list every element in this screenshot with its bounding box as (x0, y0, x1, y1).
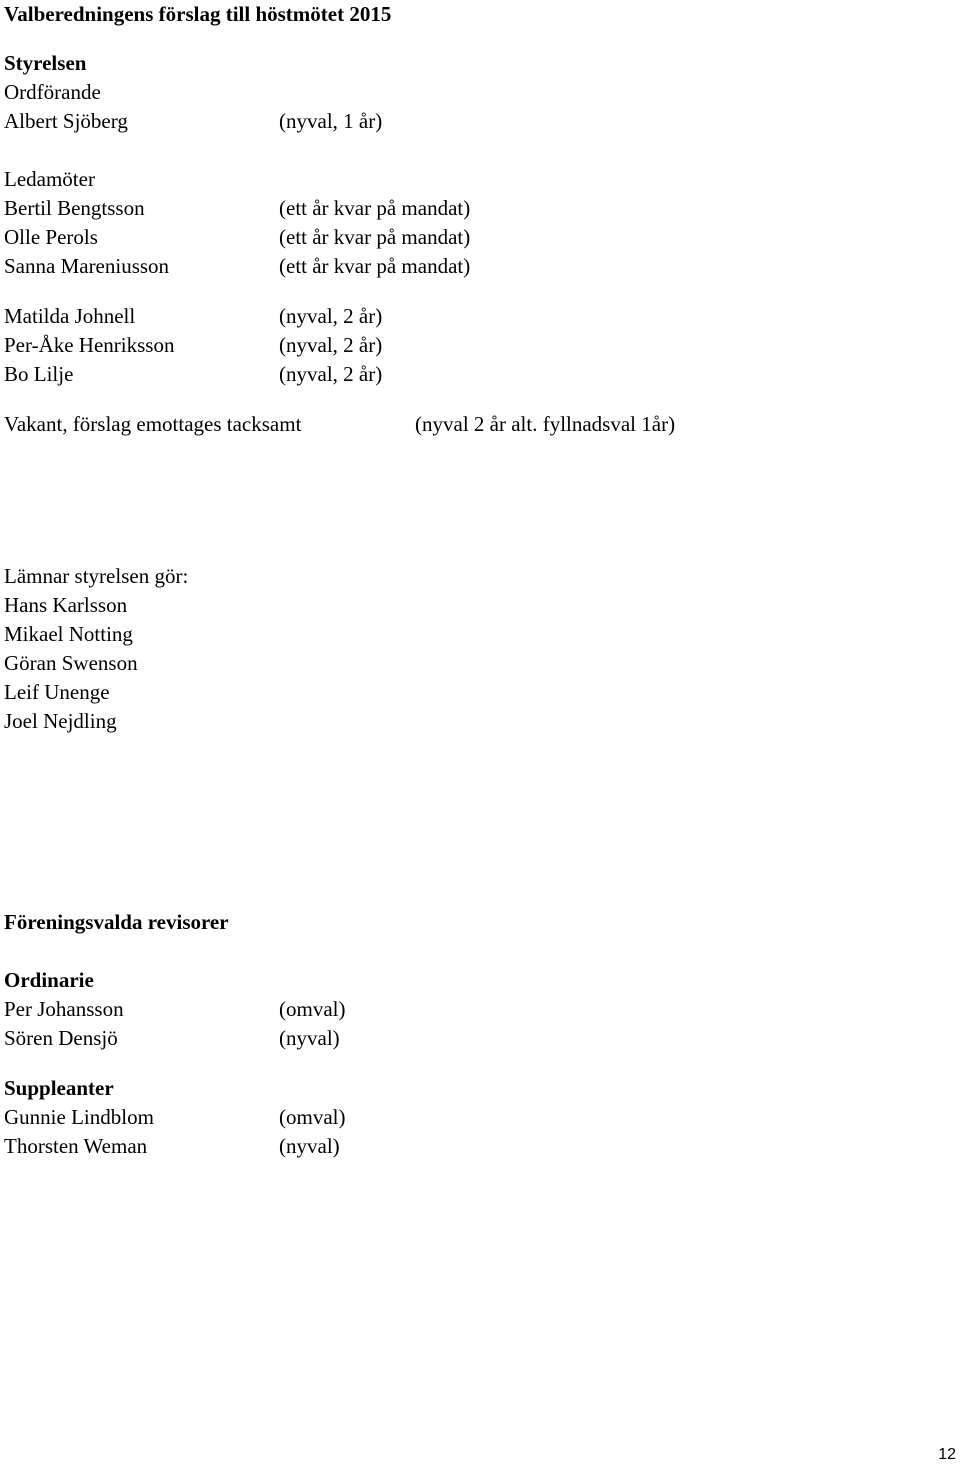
deputies-label: Suppleanter (4, 1076, 114, 1100)
member-name: Bo Lilje (4, 362, 74, 386)
ordinary-label: Ordinarie (4, 968, 94, 992)
chair-note: (nyval, 1 år) (279, 109, 383, 133)
leaving-heading: Lämnar styrelsen gör: (4, 564, 189, 588)
board-heading: Styrelsen (4, 51, 87, 75)
vacant-note: (nyval 2 år alt. fyllnadsval 1år) (415, 412, 676, 436)
member-name: Matilda Johnell (4, 304, 136, 328)
auditor-note: (omval) (279, 997, 346, 1021)
member-name: Bertil Bengtsson (4, 196, 145, 220)
leaving-name: Göran Swenson (4, 651, 138, 675)
leaving-name: Joel Nejdling (4, 709, 117, 733)
member-note: (nyval, 2 år) (279, 304, 383, 328)
members-label: Ledamöter (4, 167, 95, 191)
chair-name: Albert Sjöberg (4, 109, 128, 133)
document-title: Valberedningens förslag till höstmötet 2015 (4, 2, 392, 26)
member-name: Sanna Mareniusson (4, 254, 170, 278)
leaving-name: Leif Unenge (4, 680, 110, 704)
page-number: 12 (938, 1446, 956, 1463)
deputy-name: Thorsten Weman (4, 1134, 148, 1158)
auditors-heading: Föreningsvalda revisorer (4, 910, 229, 934)
deputy-name: Gunnie Lindblom (4, 1105, 154, 1129)
auditor-name: Sören Densjö (4, 1026, 118, 1050)
deputy-note: (omval) (279, 1105, 346, 1129)
member-note: (nyval, 2 år) (279, 333, 383, 357)
chair-label: Ordförande (4, 80, 101, 104)
leaving-name: Mikael Notting (4, 622, 133, 646)
leaving-name: Hans Karlsson (4, 593, 128, 617)
member-note: (ett år kvar på mandat) (279, 225, 471, 249)
member-name: Olle Perols (4, 225, 98, 249)
member-note: (nyval, 2 år) (279, 362, 383, 386)
deputy-note: (nyval) (279, 1134, 340, 1158)
auditor-note: (nyval) (279, 1026, 340, 1050)
member-note: (ett år kvar på mandat) (279, 254, 471, 278)
member-note: (ett år kvar på mandat) (279, 196, 471, 220)
auditor-name: Per Johansson (4, 997, 124, 1021)
member-name: Per-Åke Henriksson (4, 333, 175, 357)
vacant-seat: Vakant, förslag emottages tacksamt (4, 412, 302, 436)
